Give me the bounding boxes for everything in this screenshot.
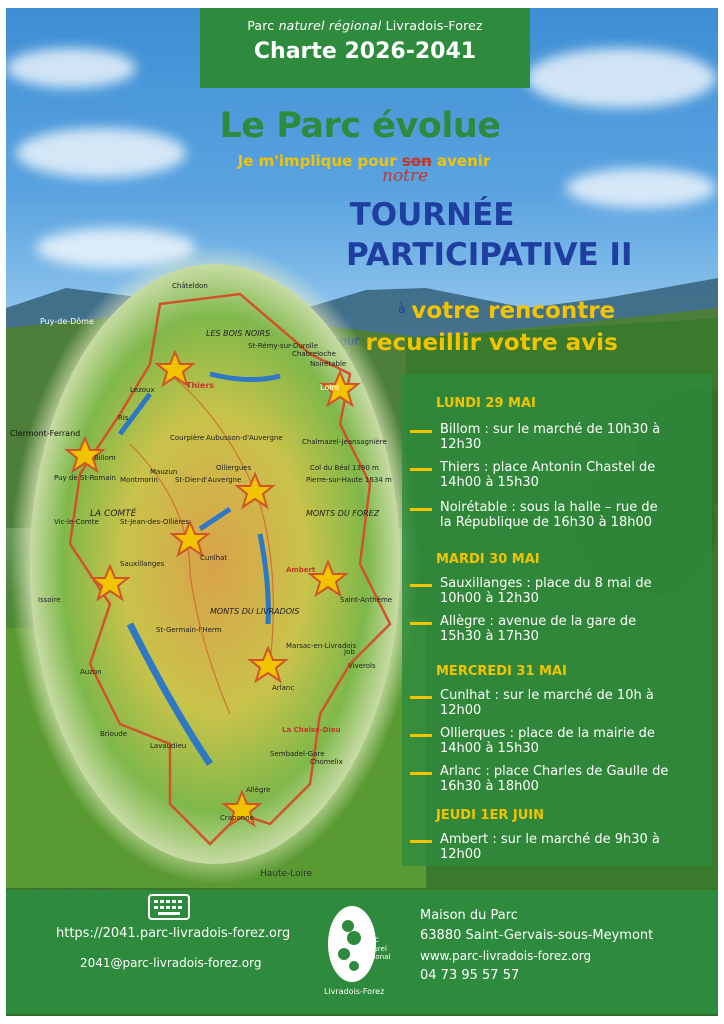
map-label: St-Jean-des-Ollières (120, 518, 190, 526)
map-label: Craponne (220, 814, 254, 822)
map-label: Allègre (246, 786, 271, 794)
tagline-before: Je m'implique pour (237, 152, 397, 170)
logo-text: naturel (362, 945, 387, 953)
map-label: Mauzun (150, 468, 178, 476)
map-label: Ambert (286, 566, 316, 574)
map-label: LES BOIS NOIRS (206, 329, 271, 338)
map-label: Noirétable (310, 360, 347, 368)
park-prefix: Parc (247, 18, 275, 33)
map-label: Thiers (186, 381, 215, 390)
map-label: Lezoux (130, 386, 155, 394)
map-label: Pierre-sur-Haute 1634 m (306, 476, 392, 484)
event-line: 16h30 à 18h00 (440, 779, 539, 794)
map-label: Courpière (170, 434, 205, 442)
bullet-tick (410, 622, 432, 625)
map-label: Arlanc (272, 684, 295, 692)
schedule-day: MERCREDI 31 MAI (436, 664, 567, 679)
event-line: Cunlhat : sur le marché de 10h à (440, 688, 654, 703)
park-name (200, 18, 530, 33)
park-italic: naturel régional (278, 18, 382, 33)
logo-text: Livradois-Forez (324, 987, 385, 996)
map-label: Puy de St-Romain (54, 474, 116, 482)
map-label: Brioude (100, 730, 128, 738)
map-label: Haute-Loire (260, 869, 313, 879)
park-suffix: Livradois-Forez (385, 18, 483, 33)
event-line: la République de 16h30 à 18h00 (440, 515, 653, 530)
phone[interactable]: 04 73 95 57 57 (420, 968, 520, 983)
website-secondary[interactable]: www.parc-livradois-forez.org (420, 949, 592, 963)
charte-title: Charte 2026-2041 (253, 39, 477, 64)
map-label: Olliergues (216, 464, 252, 472)
event-line: Billom : sur le marché de 10h30 à (440, 422, 661, 437)
event-line: 12h30 (440, 437, 482, 452)
tagline (194, 152, 534, 186)
map-label: Vic-le-Comte (54, 518, 99, 526)
logo-text: régional (362, 953, 391, 961)
address: 63880 Saint-Gervais-sous-Meymont (420, 928, 654, 943)
map-label: LA COMTÉ (90, 509, 137, 519)
schedule-event (440, 614, 702, 644)
event-line: Ambert : sur le marché de 9h30 à (440, 832, 660, 847)
website-link[interactable]: https://2041.parc-livradois-forez.org (56, 926, 291, 941)
map-label: Issoire (38, 596, 61, 604)
map-label: Viverols (348, 662, 376, 670)
map-label: Billom (94, 454, 116, 462)
park-map (10, 244, 420, 884)
map-label: La Chaise-Dieu (282, 726, 341, 734)
schedule-event (440, 422, 702, 452)
schedule-event (440, 832, 702, 862)
event-line: 12h00 (440, 703, 482, 718)
bullet-tick (410, 840, 432, 843)
purpose-line1 (398, 298, 615, 324)
purpose-line1-text: votre rencontre (411, 298, 616, 324)
bullet-tick (410, 468, 432, 471)
purpose-line1-small: à (398, 302, 406, 316)
map-label: Puy-de-Dôme (40, 317, 94, 326)
event-line: Thiers : place Antonin Chastel de (440, 460, 656, 475)
schedule-event (440, 460, 702, 490)
maison-title: Maison du Parc (420, 908, 518, 923)
map-label: Chalmazel-Jeansagnière (302, 438, 387, 446)
purpose-line2-text: recueillir votre avis (365, 330, 618, 356)
map-label: Chomelix (310, 758, 343, 766)
map-label: Marsac-en-Livradois (286, 642, 357, 650)
event-line: 14h00 à 15h30 (440, 741, 539, 756)
event-line: 10h00 à 12h30 (440, 591, 539, 606)
tour-title-line1: TOURNÉE (349, 197, 515, 233)
bullet-tick (410, 508, 432, 511)
map-label: MONTS DU LIVRADOIS (210, 607, 300, 616)
map-label: MONTS DU FOREZ (306, 509, 380, 518)
schedule-event (440, 726, 702, 756)
header-banner (200, 8, 530, 88)
map-label: Col du Béal 1390 m (310, 464, 379, 472)
map-label: Chabreloche (292, 350, 336, 358)
park-logo (322, 902, 402, 1002)
map-label: Loire (320, 383, 340, 392)
map-label: Cunlhat (200, 554, 228, 562)
schedule-event (440, 576, 702, 606)
map-label: Saint-Anthème (340, 596, 393, 604)
map-label: Ris (118, 414, 129, 422)
tagline-correction: notre (382, 166, 429, 186)
event-line: Sauxillanges : place du 8 mai de (440, 576, 652, 591)
tagline-struck: son (401, 152, 432, 170)
event-line: Allègre : avenue de la gare de (440, 614, 637, 629)
map-label: St-Germain-l'Herm (156, 626, 222, 634)
headline: Le Parc évolue (219, 106, 501, 146)
map-label: St-Dier-d'Auvergne (175, 476, 242, 484)
event-line: Arlanc : place Charles de Gaulle de (440, 764, 669, 779)
schedule-event (440, 688, 702, 718)
email-link[interactable]: 2041@parc-livradois-forez.org (80, 956, 262, 970)
map-label: Auzon (80, 668, 102, 676)
event-line: 12h00 (440, 847, 482, 862)
map-label: Job (344, 648, 355, 656)
map-label: Aubusson-d'Auvergne (206, 434, 283, 442)
map-label: St-Rémy-sur-Durolle (248, 342, 319, 350)
schedule-day: LUNDI 29 MAI (436, 396, 536, 411)
map-label: Sauxillanges (120, 560, 165, 568)
event-line: 15h30 à 17h30 (440, 629, 539, 644)
event-line: 14h00 à 15h30 (440, 475, 539, 490)
map-label: Châteldon (172, 282, 208, 290)
schedule-day: JEUDI 1ER JUIN (436, 808, 544, 823)
map-label: Lavaudieu (150, 742, 187, 750)
logo-text: Parc (362, 935, 379, 944)
schedule-event (440, 764, 702, 794)
tour-title-line2: PARTICIPATIVE II (346, 237, 633, 273)
bullet-tick (410, 430, 432, 433)
bullet-tick (410, 584, 432, 587)
event-line: Ollierques : place de la mairie de (440, 726, 655, 741)
bullet-tick (410, 696, 432, 699)
event-line: Noirétable : sous la halle – rue de (440, 500, 658, 515)
schedule-day: MARDI 30 MAI (436, 552, 540, 567)
address-block (420, 906, 653, 986)
map-label: Clermont-Ferrand (10, 429, 81, 438)
bullet-tick (410, 734, 432, 737)
map-label: Sembadel-Gare (270, 750, 325, 758)
tagline-after: avenir (437, 152, 491, 170)
schedule-event (440, 500, 702, 530)
bullet-tick (410, 772, 432, 775)
map-label: Montmorin (120, 476, 158, 484)
keyboard-icon (148, 894, 190, 920)
